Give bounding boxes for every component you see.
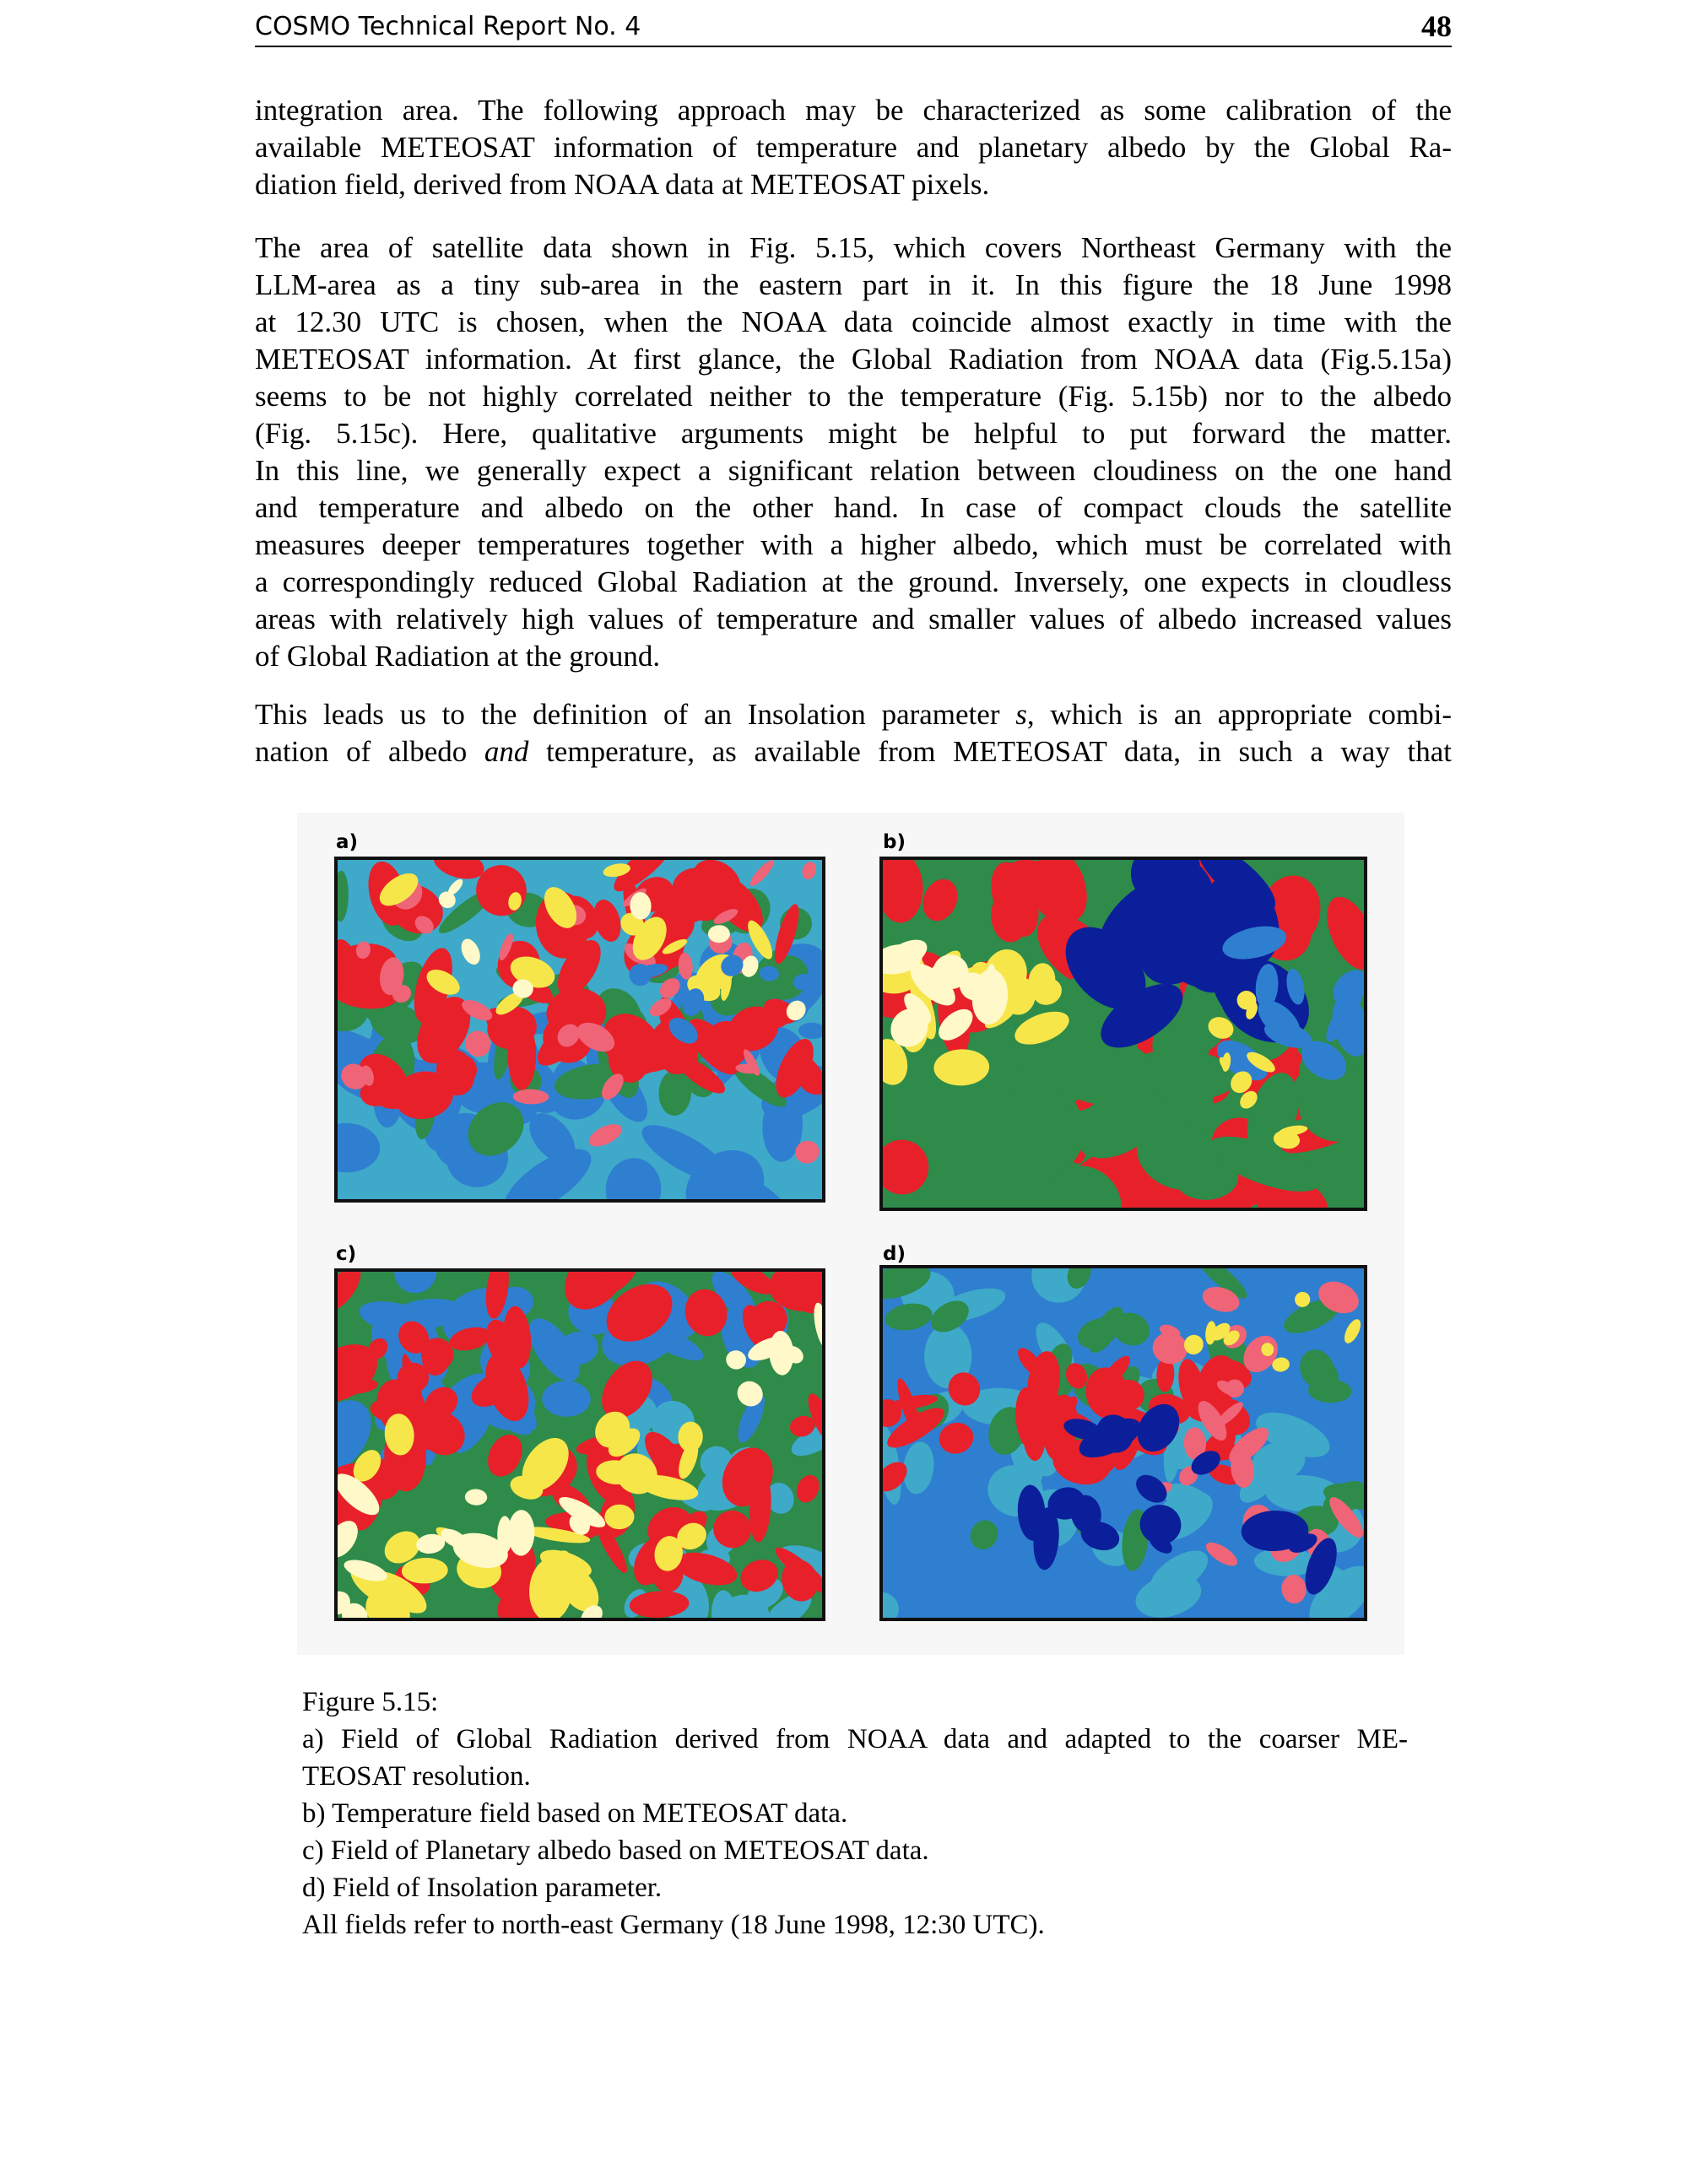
text-line: integration area. The following approach may be characterized as some calibration of the <box>255 94 1452 127</box>
text-line: of Global Radiation at the ground. <box>255 640 661 673</box>
report-title: COSMO Technical Report No. 4 <box>255 12 641 41</box>
text-line: available METEOSAT information of temperature and planetary albedo by the Global Ra- <box>255 131 1452 164</box>
panel-label-a: a) <box>336 831 359 853</box>
panel-d-insolation <box>879 1265 1367 1621</box>
panel-label-b: b) <box>883 831 906 853</box>
caption-b: b) Temperature field based on METEOSAT data. <box>302 1798 848 1829</box>
text-line: and temperature and albedo on the other hand. In case of compact clouds the satellite <box>255 491 1452 524</box>
text-line: LLM-area as a tiny sub-area in the eastern part in it. In this figure the 18 June 1998 <box>255 268 1452 301</box>
panel-a-global-radiation <box>334 857 825 1203</box>
text-line: METEOSAT information. At first glance, the Global Radiation from NOAA data (Fig.5.15a) <box>255 343 1452 376</box>
text-line: seems to be not highly correlated neither to the temperature (Fig. 5.15b) nor to the albedo <box>255 380 1452 413</box>
text-line: measures deeper temperatures together with a higher albedo, which must be correlated with <box>255 528 1452 561</box>
text-line: In this line, we generally expect a significant relation between cloudiness on the one hand <box>255 454 1452 487</box>
caption-a-line-2: TEOSAT resolution. <box>302 1761 531 1792</box>
field-blob <box>507 1020 536 1090</box>
caption-d: d) Field of Insolation parameter. <box>302 1873 663 1903</box>
caption-title: Figure 5.15: <box>302 1687 439 1717</box>
page-number: 48 <box>1421 9 1452 43</box>
albedo-map <box>338 1272 822 1618</box>
field-blob <box>497 1516 512 1553</box>
text-line: (Fig. 5.15c). Here, qualitative arguments might be helpful to put forward the matter. <box>255 417 1452 450</box>
caption-a-line-1: a) Field of Global Radiation derived from NOAA data and adapted to the coarser ME- <box>302 1724 1408 1754</box>
page-header <box>255 7 1452 47</box>
emphasis: and <box>484 735 529 768</box>
panel-b-temperature <box>879 857 1367 1211</box>
temperature-map <box>883 860 1364 1208</box>
text-line <box>255 733 1452 770</box>
panel-label-c: c) <box>336 1243 357 1265</box>
paragraph-3 <box>255 696 1452 770</box>
figure-caption <box>302 1684 1408 1943</box>
text-line: areas with relatively high values of temperature and smaller values of albedo increased values <box>255 603 1452 635</box>
caption-c: c) Field of Planetary albedo based on METEOSAT data. <box>302 1835 929 1866</box>
global-radiation-map <box>338 860 822 1199</box>
figure-5-15 <box>297 813 1404 1655</box>
text-run: , which is an appropriate combi- <box>1026 698 1452 731</box>
insolation-map <box>883 1268 1364 1618</box>
text-line: The area of satellite data shown in Fig. 5.15, which covers Northeast Germany with the <box>255 231 1452 264</box>
text-line: a correspondingly reduced Global Radiation at the ground. Inversely, one expects in cloudless <box>255 565 1452 598</box>
insolation-variable: s <box>1015 698 1027 731</box>
text-run: temperature, as available from METEOSAT data, in such a way that <box>528 735 1452 768</box>
field-blob <box>398 1363 429 1393</box>
text-line: diation field, derived from NOAA data at METEOSAT pixels. <box>255 168 990 201</box>
text-run: nation of albedo <box>255 735 484 768</box>
text-line: at 12.30 UTC is chosen, when the NOAA data coincide almost exactly in time with the <box>255 305 1452 338</box>
text-run: This leads us to the definition of an Insolation parameter <box>255 698 1016 731</box>
text-line <box>255 696 1452 733</box>
paragraph-2 <box>255 230 1452 675</box>
caption-all: All fields refer to north-east Germany (18 June 1998, 12:30 UTC). <box>302 1910 1045 1940</box>
panel-c-albedo <box>334 1268 825 1621</box>
paragraph-1 <box>255 92 1452 203</box>
panel-label-d: d) <box>883 1243 906 1265</box>
